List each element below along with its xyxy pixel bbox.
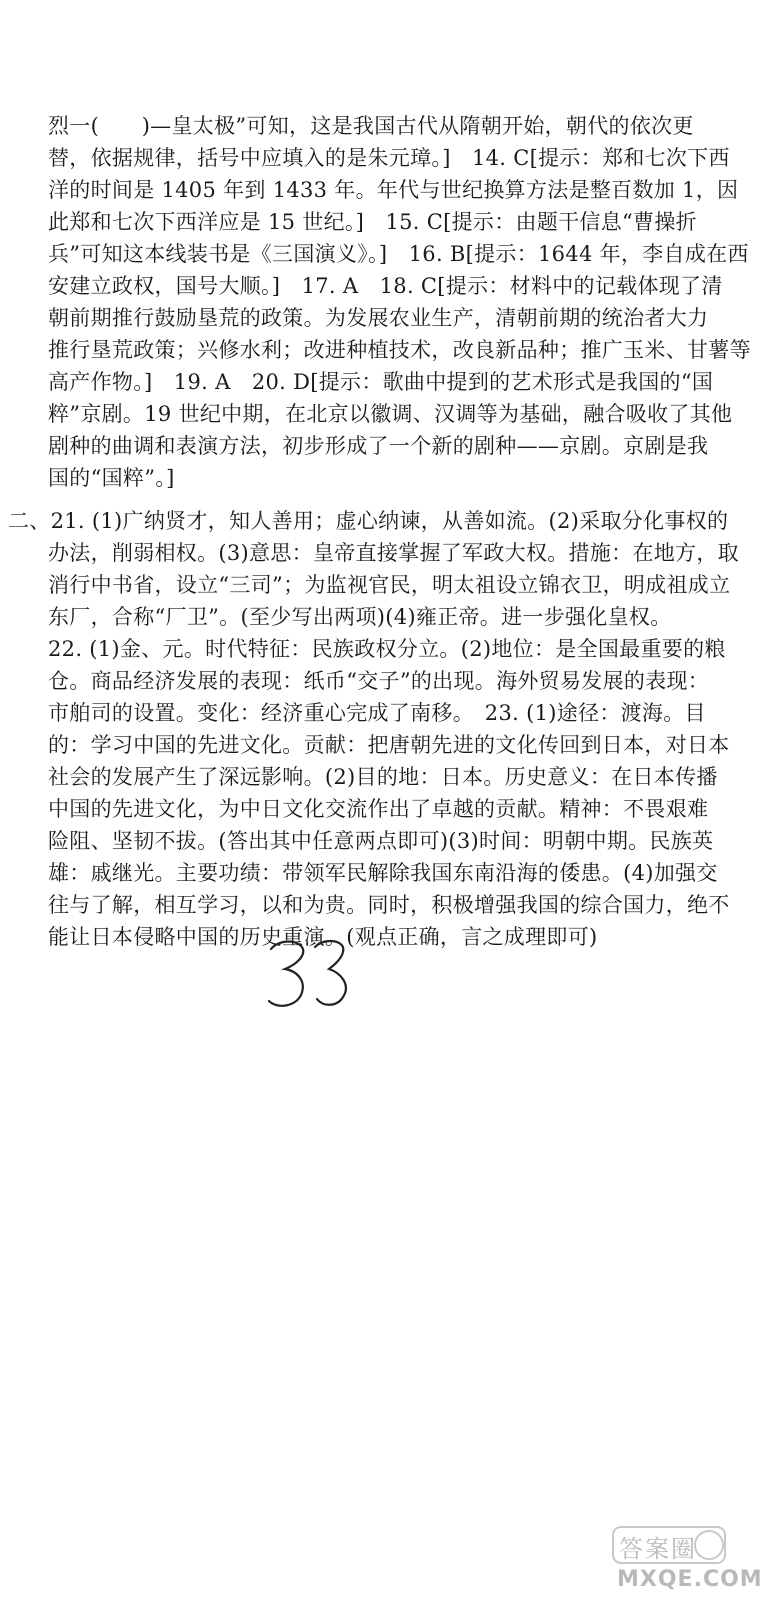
watermark-logo (609, 1521, 763, 1596)
watermark-title: 答案圈 (619, 1535, 697, 1563)
text-line: 消行中书省，设立“三司”；为监视官民，明太祖设立锦衣卫，明成祖成立 (48, 573, 731, 597)
text-line: 市舶司的设置。变化：经济重心完成了南移。 23. (1)途径：渡海。目 (48, 701, 706, 725)
text-line: 洋的时间是 1405 年到 1433 年。年代与世纪换算方法是整百数加 1，因 (48, 178, 739, 202)
text-line: 中国的先进文化，为中日文化交流作出了卓越的贡献。精神：不畏艰难 (48, 797, 709, 821)
text-line: 二、21. (1)广纳贤才，知人善用；虚心纳谏，从善如流。(2)采取分化事权的 (8, 509, 729, 533)
text-line: 险阻、坚韧不拔。(答出其中任意两点即可)(3)时间：明朝中期。民族英 (48, 829, 714, 853)
watermark-domain: MXQE.COM (617, 1567, 763, 1592)
text-line: 兵”可知这本线装书是《三国演义》。] 16. B[提示：1644 年，李自成在西 (48, 242, 749, 266)
text-line: 此郑和七次下西洋应是 15 世纪。] 15. C[提示：由题干信息“曹操折 (48, 210, 697, 234)
text-line: 安建立政权，国号大顺。] 17. A 18. C[提示：材料中的记载体现了清 (48, 274, 723, 298)
text-line: 粹”京剧。19 世纪中期，在北京以徽调、汉调等为基础，融合吸收了其他 (48, 402, 733, 426)
text-line: 22. (1)金、元。时代特征：民族政权分立。(2)地位：是全国最重要的粮 (48, 637, 726, 661)
text-line: 推行垦荒政策；兴修水利；改进种植技术，改良新品种；推广玉米、甘薯等 (48, 338, 751, 362)
text-line: 国的“国粹”。] (48, 466, 175, 490)
text-line: 的：学习中国的先进文化。贡献：把唐朝先进的文化传回到日本，对日本 (48, 733, 730, 757)
text-line: 烈一( )—皇太极”可知，这是我国古代从隋朝开始，朝代的依次更 (48, 114, 694, 138)
text-line: 仓。商品经济发展的表现：纸币“交子”的出现。海外贸易发展的表现： (48, 669, 710, 693)
text-line: 办法，削弱相权。(3)意思：皇帝直接掌握了军政大权。措施：在地方，取 (48, 541, 739, 565)
text-line: 朝前期推行鼓励垦荒的政策。为发展农业生产，清朝前期的统治者大力 (48, 306, 709, 330)
text-line: 能让日本侵略中国的历史重演。(观点正确，言之成理即可) (48, 925, 598, 949)
handwritten-page-number (265, 935, 355, 1015)
text-line: 高产作物。] 19. A 20. D[提示：歌曲中提到的艺术形式是我国的“国 (48, 370, 714, 394)
text-line: 东厂，合称“厂卫”。(至少写出两项)(4)雍正帝。进一步强化皇权。 (48, 605, 672, 629)
text-line: 剧种的曲调和表演方法，初步形成了一个新的剧种——京剧。京剧是我 (48, 434, 709, 458)
text-line: 往与了解，相互学习，以和为贵。同时，积极增强我国的综合国力，绝不 (48, 893, 730, 917)
text-line: 社会的发展产生了深远影响。(2)目的地：日本。历史意义：在日本传播 (48, 765, 718, 789)
text-line: 替，依据规律，括号中应填入的是朱元璋。] 14. C[提示：郑和七次下西 (48, 146, 730, 170)
text-line: 雄：戚继光。主要功绩：带领军民解除我国东南沿海的倭患。(4)加强交 (48, 861, 718, 885)
